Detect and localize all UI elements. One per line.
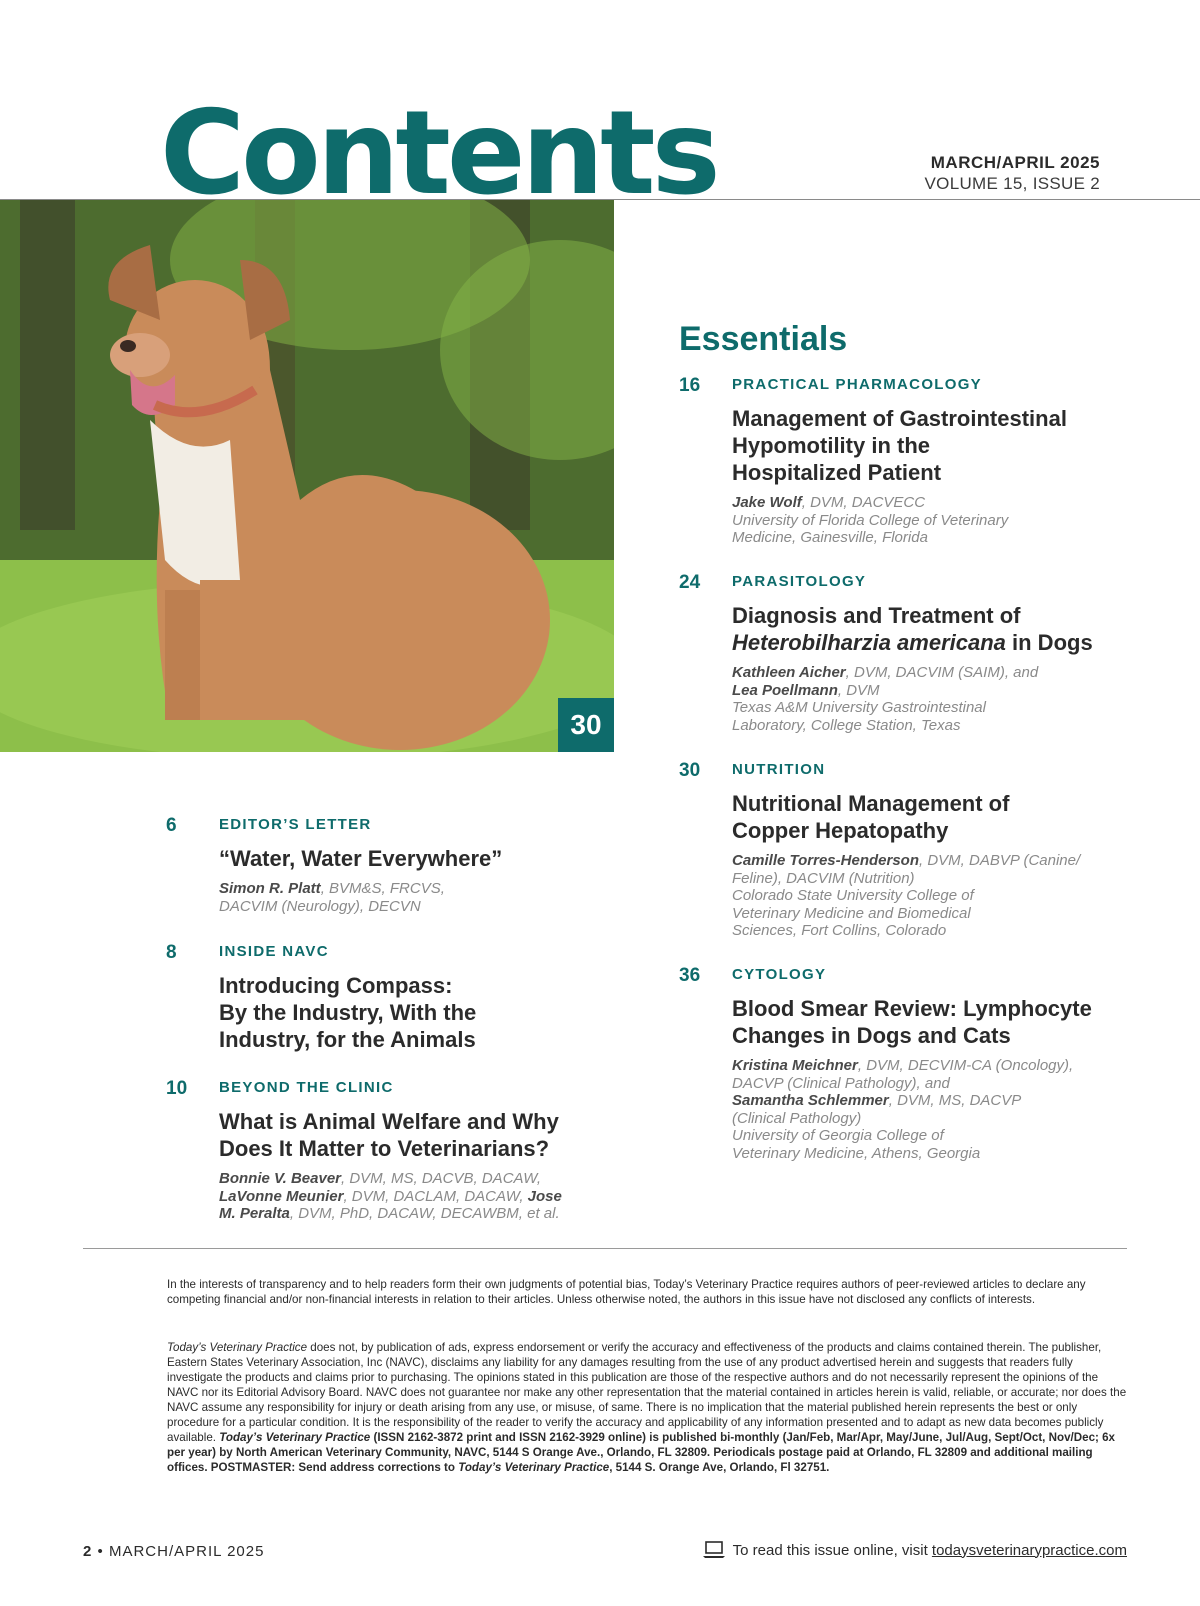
- footer-date: MARCH/APRIL 2025: [108, 1543, 265, 1560]
- toc-page-number: 24: [679, 572, 701, 593]
- disclosure-text: In the interests of transparency and to help readers form their own judgments of potential bias, Today’s Veterinary Practice requires authors of peer-reviewed articles to declare any competing financial and/or non-financial interests in relation to their articles. Unless otherwise noted, the authors in this issue have not disclosed any conflicts of interests.: [167, 1278, 1086, 1306]
- toc-category: PRACTICAL PHARMACOLOGY: [732, 376, 982, 393]
- toc-category: NUTRITION: [732, 761, 826, 778]
- toc-authors: Camille Torres-Henderson, DVM, DABVP (Canine/ Feline), DACVIM (Nutrition) Colorado State University College of Veterinary Medicine and Biomedical Sciences, Fort Collins, Colorado: [732, 852, 1081, 939]
- footer-page-info: [83, 1543, 264, 1560]
- page-number: 2: [83, 1543, 93, 1560]
- issue-volume: VOLUME 15, ISSUE 2: [924, 174, 1100, 193]
- toc-title[interactable]: Introducing Compass: By the Industry, With the Industry, for the Animals: [219, 973, 477, 1052]
- toc-category: EDITOR’S LETTER: [219, 816, 372, 833]
- toc-title[interactable]: What is Animal Welfare and Why Does It Matter to Veterinarians?: [219, 1109, 559, 1161]
- toc-title[interactable]: Diagnosis and Treatment of Heterobilharzia americana in Dogs: [732, 603, 1093, 655]
- toc-page-number: 8: [166, 942, 177, 963]
- toc-category: INSIDE NAVC: [219, 943, 329, 960]
- toc-title[interactable]: “Water, Water Everywhere”: [219, 846, 503, 871]
- issue-date: MARCH/APRIL 2025: [930, 153, 1100, 172]
- toc-category: PARASITOLOGY: [732, 573, 867, 590]
- toc-authors: Kathleen Aicher, DVM, DACVIM (SAIM), and Lea Poellmann, DVM Texas A&M University Gastrointestinal Laboratory, College Station, Texas: [732, 664, 1039, 734]
- laptop-icon: [703, 1541, 725, 1559]
- photo-page-badge: 30: [558, 698, 614, 752]
- toc-page-number: 30: [679, 760, 701, 781]
- toc-authors: Jake Wolf, DVM, DACVECC University of Florida College of Veterinary Medicine, Gainesville, Florida: [732, 494, 1009, 546]
- cover-photo: [0, 200, 614, 752]
- dog-photo-illustration: [0, 200, 614, 752]
- toc-authors: Bonnie V. Beaver, DVM, MS, DACVB, DACAW, LaVonne Meunier, DVM, DACLAM, DACAW, Jose M. Peralta, DVM, PhD, DACAW, DECAWBM, et al.: [219, 1170, 562, 1222]
- essentials-heading: Essentials: [679, 320, 848, 358]
- footer-online-text: To read this issue online, visit: [732, 1541, 932, 1559]
- toc-title[interactable]: Blood Smear Review: Lymphocyte Changes in Dogs and Cats: [732, 996, 1092, 1048]
- toc-page-number: 6: [166, 815, 177, 836]
- disclaimer-text: Today’s Veterinary Practice does not, by publication of ads, express endorsement or verify the accuracy and effectiveness of the products and claims contained therein. The publisher, Eastern States Veterinary Association, Inc (NAVC), disclaims any liability for any damages resulting from the use of any product advertised herein and suggests that readers fully investigate the products and claims prior to purchasing. The opinions stated in this publication are those of the respective authors and do not necessarily represent the opinions of the NAVC nor its Editorial Advisory Board. NAVC does not guarantee nor make any other representation that the material contained in articles herein is valid, reliable, or accurate; nor does the NAVC assume any responsibility for injury or death arising from any use, or misuse, of same. There is no implication that the material published herein represents the best or only procedure for a particular condition. It is the responsibility of the reader to verify the accuracy and applicability of any information presented and to adapt as new data becomes publicly available. Today’s Veterinary Practice (ISSN 2162-3872 print and ISSN 2162-3929 online) is published bi-monthly (Jan/Feb, Mar/Apr, May/June, Jul/Aug, Sept/Oct, Nov/Dec; 6x per year) by North American Veterinary Community, NAVC, 5144 S Orange Ave., Orlando, FL 32809. Periodicals postage paid at Orlando, FL 32809 and additional mailing offices. POSTMASTER: Send address corrections to Today’s Veterinary Practice, 5144 S. Orange Ave, Orlando, Fl 32751.: [167, 1341, 1127, 1474]
- toc-title[interactable]: Management of Gastrointestinal Hypomotility in the Hospitalized Patient: [732, 406, 1067, 485]
- page-title: Contents: [160, 86, 717, 221]
- bottom-divider: [83, 1248, 1127, 1249]
- toc-page-number: 16: [679, 375, 701, 396]
- toc-authors: Simon R. Platt, BVM&S, FRCVS, DACVIM (Neurology), DECVN: [219, 880, 445, 915]
- website-link[interactable]: todaysveterinarypractice.com: [931, 1541, 1127, 1559]
- toc-title[interactable]: Nutritional Management of Copper Hepatopathy: [732, 791, 1010, 843]
- toc-category: CYTOLOGY: [732, 966, 827, 983]
- issue-info: [925, 152, 1100, 194]
- footer-online-link: [703, 1541, 1127, 1559]
- toc-page-number: 10: [166, 1078, 188, 1099]
- toc-page-number: 36: [679, 965, 701, 986]
- toc-authors: Kristina Meichner, DVM, DECVIM-CA (Oncology), DACVP (Clinical Pathology), and Samantha Schlemmer, DVM, MS, DACVP (Clinical Pathology) University of Georgia College of Veterinary Medicine, Athens, Georgia: [732, 1057, 1074, 1162]
- footer-bullet: •: [97, 1543, 104, 1560]
- toc-category: BEYOND THE CLINIC: [219, 1079, 394, 1096]
